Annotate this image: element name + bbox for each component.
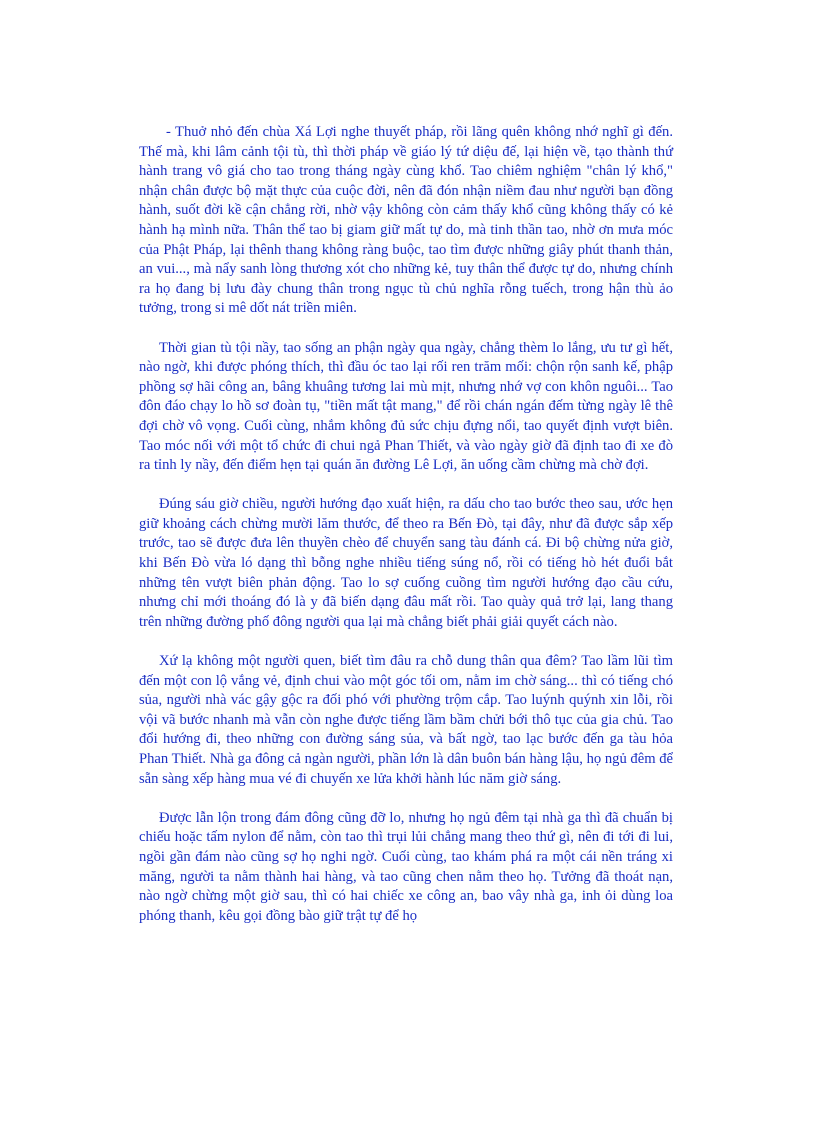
paragraph-5: Được lẫn lộn trong đám đông cũng đỡ lo, nhưng họ ngủ đêm tại nhà ga thì đã chuẩn bị chiếu hoặc tấm nylon để nằm, còn tao thì trụi lủi chẳng mang theo thứ gì, nên đi tới đi lui, ngồi gần đám nào cũng sợ họ nghi ngờ. Cuối cùng, tao khám phá ra một cái nền tráng xi măng, người ta nằm thành hai hàng, và tao cũng chen nằm theo họ. Tưởng đã thoát nạn, nào ngờ chừng một giờ sau, thì có hai chiếc xe công an, bao vây nhà ga, inh ỏi dùng loa phóng thanh, kêu gọi đồng bào giữ trật tự để họ (139, 809, 673, 924)
paragraph-3: Đúng sáu giờ chiều, người hướng đạo xuất hiện, ra dấu cho tao bước theo sau, ước hẹn giữ khoảng cách chừng mười lăm thước, để theo ra Bến Đò, tại đây, như đã được sắp xếp trước, tao sẽ được đưa lên thuyền chèo để chuyển sang tàu đánh cá. Đi bộ chừng nửa giờ, khi Bến Đò vừa ló dạng thì bỗng nghe nhiều tiếng súng nổ, rồi có tiếng hò hét đuổi bắt những tên vượt biên phản động. Tao lo sợ cuống cuồng tìm người hướng đạo cầu cứu, nhưng chỉ mới thoáng đó là y đã biến dạng đâu mất rồi. Tao quày quả trở lại, lang thang trên những đường phố đông người qua lại mà chẳng biết phải giải quyết cách nào. (139, 496, 673, 630)
paragraph-4: Xứ lạ không một người quen, biết tìm đâu ra chỗ dung thân qua đêm? Tao lầm lũi tìm đến một con lộ vắng vẻ, định chui vào một góc tối om, nằm im chờ sáng... thì có tiếng chó sủa, người nhà vác gậy gộc ra đối phó với phường trộm cắp. Tao luýnh quýnh xin lỗi, rồi vội vã bước nhanh mà vẫn còn nghe được tiếng lầm bầm chửi bới thô tục của gia chủ. Tao đổi hướng đi, theo những con đường sáng sủa, và bất ngờ, tao lạc bước đến ga tàu hỏa Phan Thiết. Nhà ga đông cả ngàn người, phần lớn là dân buôn bán hàng lậu, họ ngủ đêm để sẵn sàng xếp hàng mua vé đi chuyến xe lửa khởi hành lúc năm giờ sáng. (139, 653, 673, 787)
paragraph-2: Thời gian tù tội nầy, tao sống an phận ngày qua ngày, chẳng thèm lo lắng, ưu tư gì hết, nào ngờ, khi được phóng thích, thì đầu óc tao lại rối ren trăm mối: chộn rộn sanh kế, phập phồng sợ hãi công an, bâng khuâng tương lai mù mịt, nhưng nhớ vợ con khôn nguôi... Tao đôn đáo chạy lo hồ sơ đoàn tụ, "tiền mất tật mang," để rồi chán ngán đếm từng ngày lê thê đợi chờ vô vọng. Cuối cùng, nhắm không đủ sức chịu đựng nổi, tao quyết định vượt biên. Tao móc nối với một tổ chức đi chui ngả Phan Thiết, và vào ngày giờ đã định tao đi xe đò ra tỉnh ly nầy, đến điểm hẹn tại quán ăn đường Lê Lợi, ăn uống cầm chừng mà chờ đợi. (139, 339, 673, 474)
document-page (139, 123, 673, 926)
paragraph-1: - Thuở nhỏ đến chùa Xá Lợi nghe thuyết pháp, rồi lãng quên không nhớ nghĩ gì đến. Thế mà, khi lâm cảnh tội tù, thì thời pháp về giáo lý tứ diệu đế, lại hiện về, tạo thành thứ hành trang vô giá cho tao trong tháng ngày cùng khổ. Tao chiêm nghiệm "chân lý khổ," nhận chân được bộ mặt thực của cuộc đời, nên đã đón nhận niềm đau như người bạn đồng hành, suốt đời kề cận chẳng rời, nhờ vậy không còn cảm thấy khổ cũng không thấy có kẻ hành hạ mình nữa. Thân thể tao bị giam giữ mất tự do, mà tinh thần tao, nhờ ơn mưa móc của Phật Pháp, lại thênh thang không ràng buộc, tao tìm được những giây phút thanh thản, an vui..., mà nẩy sanh lòng thương xót cho những kẻ, tuy thân thể được tự do, nhưng chính ra họ đang bị lưu đày chung thân trong ngục tù chủ nghĩa rỗng tuếch, trong hận thù ảo tưởng, trong si mê dốt nát triền miên. (139, 124, 673, 317)
